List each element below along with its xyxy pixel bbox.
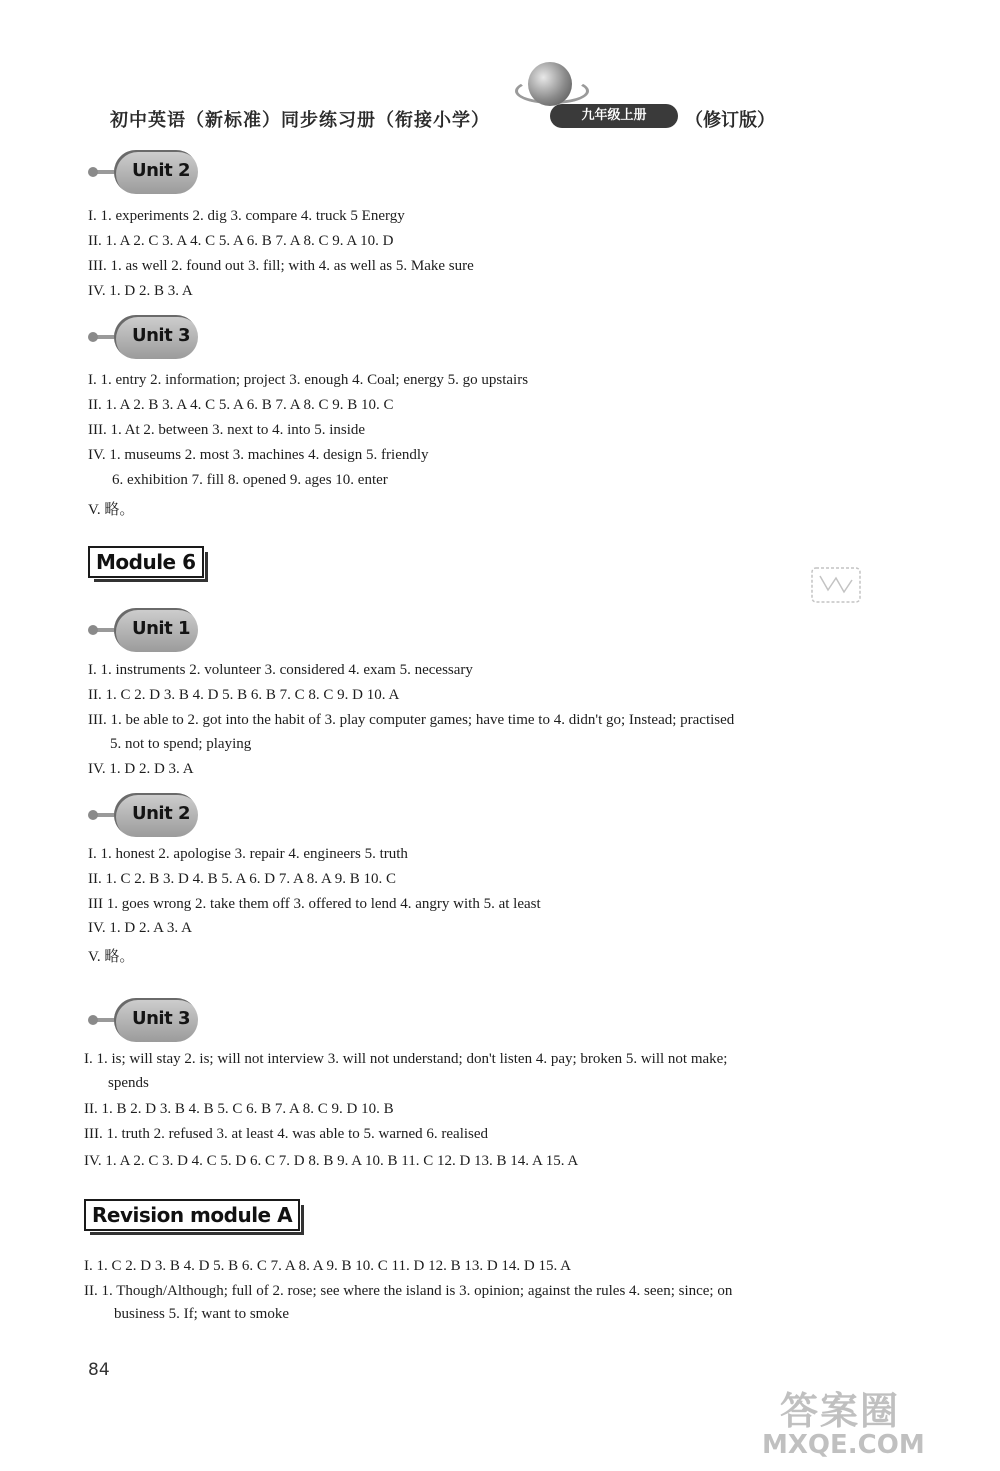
stamp-icon bbox=[808, 562, 866, 610]
answer-line: IV. 1. A 2. C 3. D 4. C 5. D 6. C 7. D 8. B 9. A 10. B 11. C 12. D 13. B 14. A 15. A bbox=[84, 1153, 579, 1169]
answer-line: IV. 1. D 2. B 3. A bbox=[88, 283, 193, 299]
unit-label: Unit 1 bbox=[132, 618, 190, 639]
answer-line: spends bbox=[108, 1075, 149, 1091]
stamp-decoration bbox=[808, 562, 866, 610]
unit-label: Unit 3 bbox=[132, 1008, 190, 1029]
answer-line: III 1. goes wrong 2. take them off 3. offered to lend 4. angry with 5. at least bbox=[88, 896, 541, 912]
unit-label: Unit 3 bbox=[132, 325, 190, 346]
unit-3-tag bbox=[88, 998, 208, 1042]
watermark-url: MXQE.COM bbox=[762, 1430, 925, 1460]
tag-pin-icon bbox=[88, 167, 98, 177]
answer-line: I. 1. C 2. D 3. B 4. D 5. B 6. C 7. A 8. A 9. B 10. C 11. D 12. B 13. D 14. D 15. A bbox=[84, 1258, 571, 1274]
answer-line: II. 1. Though/Although; full of 2. rose; see where the island is 3. opinion; against the rules 4. seen; since; on bbox=[84, 1283, 733, 1299]
tag-pin-icon bbox=[88, 810, 98, 820]
module-heading: Revision module A bbox=[84, 1199, 300, 1231]
answer-line: I. 1. is; will stay 2. is; will not interview 3. will not understand; don't listen 4. pay; broken 5. will not make; bbox=[84, 1051, 728, 1067]
answer-line: III. 1. as well 2. found out 3. fill; with 4. as well as 5. Make sure bbox=[88, 258, 474, 274]
book-title: 初中英语（新标准）同步练习册（衔接小学） bbox=[110, 110, 490, 131]
unit-label: Unit 2 bbox=[132, 803, 190, 824]
answer-line: II. 1. A 2. C 3. A 4. C 5. A 6. B 7. A 8. C 9. A 10. D bbox=[88, 233, 394, 249]
answer-line: 5. not to spend; playing bbox=[110, 736, 252, 752]
answer-line: I. 1. honest 2. apologise 3. repair 4. engineers 5. truth bbox=[88, 846, 408, 862]
answer-line: IV. 1. museums 2. most 3. machines 4. design 5. friendly bbox=[88, 447, 429, 463]
answer-line: III. 1. be able to 2. got into the habit of 3. play computer games; have time to 4. didn't go; Instead; practised bbox=[88, 712, 735, 728]
page-number: 84 bbox=[88, 1360, 110, 1380]
tag-pin-icon bbox=[88, 1015, 98, 1025]
unit-1-tag bbox=[88, 608, 208, 652]
answer-line: IV. 1. D 2. A 3. A bbox=[88, 920, 192, 936]
unit-3-tag bbox=[88, 315, 208, 359]
answer-line: IV. 1. D 2. D 3. A bbox=[88, 761, 194, 777]
answer-line: I. 1. instruments 2. volunteer 3. considered 4. exam 5. necessary bbox=[88, 662, 473, 678]
unit-2-tag bbox=[88, 793, 208, 837]
answer-line: I. 1. experiments 2. dig 3. compare 4. truck 5 Energy bbox=[88, 208, 405, 224]
answer-line: III. 1. At 2. between 3. next to 4. into 5. inside bbox=[88, 422, 366, 438]
answer-line: II. 1. B 2. D 3. B 4. B 5. C 6. B 7. A 8. C 9. D 10. B bbox=[84, 1101, 394, 1117]
grade-badge: 九年级上册 bbox=[550, 104, 678, 128]
watermark-logo: 答案圈 bbox=[780, 1389, 901, 1433]
edition-label: （修订版） bbox=[685, 110, 775, 131]
unit-label: Unit 2 bbox=[132, 160, 190, 181]
tag-pin-icon bbox=[88, 332, 98, 342]
answer-line: I. 1. entry 2. information; project 3. enough 4. Coal; energy 5. go upstairs bbox=[88, 372, 529, 388]
globe-icon bbox=[528, 62, 572, 106]
answer-line: II. 1. C 2. D 3. B 4. D 5. B 6. B 7. C 8. C 9. D 10. A bbox=[88, 687, 400, 703]
answer-line: II. 1. A 2. B 3. A 4. C 5. A 6. B 7. A 8. C 9. B 10. C bbox=[88, 397, 394, 413]
answer-line: V. 略。 bbox=[88, 949, 135, 965]
answer-line: III. 1. truth 2. refused 3. at least 4. was able to 5. warned 6. realised bbox=[84, 1126, 489, 1142]
tag-pin-icon bbox=[88, 625, 98, 635]
answer-line: business 5. If; want to smoke bbox=[114, 1306, 289, 1322]
answer-line: 6. exhibition 7. fill 8. opened 9. ages 10. enter bbox=[112, 472, 388, 488]
answer-line: V. 略。 bbox=[88, 502, 135, 518]
page-header bbox=[110, 98, 810, 138]
unit-2-tag bbox=[88, 150, 208, 194]
answer-line: II. 1. C 2. B 3. D 4. B 5. A 6. D 7. A 8. A 9. B 10. C bbox=[88, 871, 396, 887]
module-heading: Module 6 bbox=[88, 546, 204, 578]
